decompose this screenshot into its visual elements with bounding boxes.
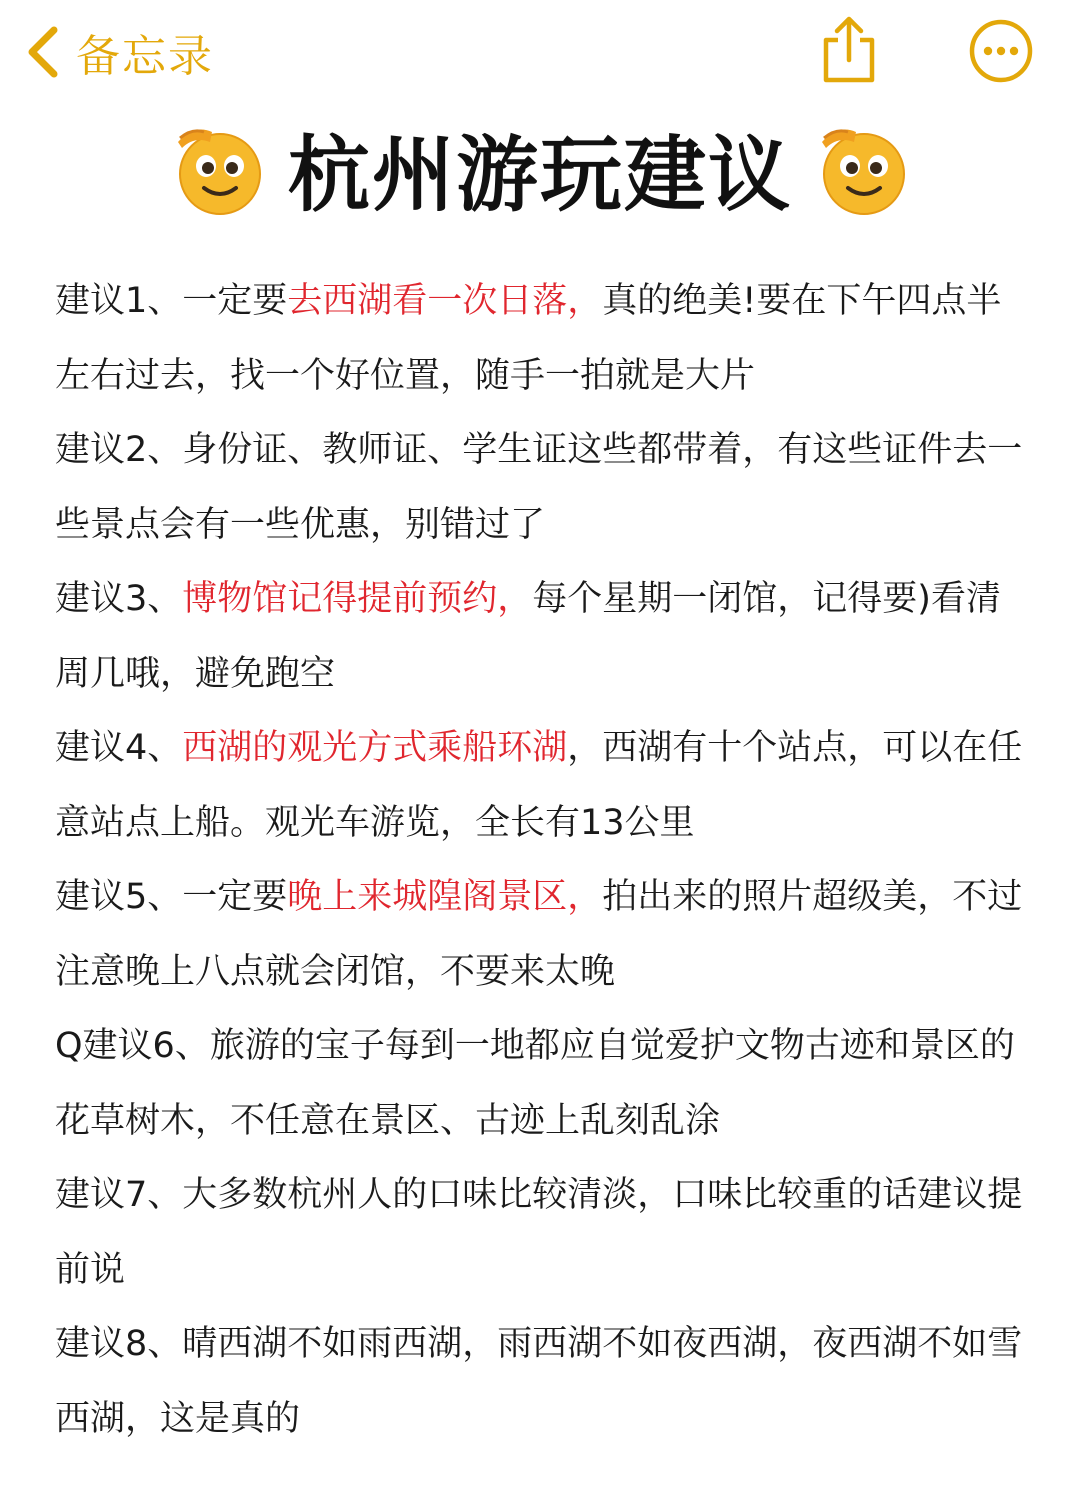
title-row [0, 108, 1080, 228]
tip-text: 建议4、 [55, 728, 183, 768]
tip-text: 真的绝美!要在下午四点半左右过去，找一个好位置，随手一拍就是大片 [55, 281, 1002, 396]
tip-text: 建议3、 [55, 579, 183, 619]
saluting-face-emoji-right [814, 118, 910, 218]
chevron-left-icon [22, 24, 62, 80]
back-button[interactable] [22, 22, 214, 82]
tip-6 [55, 1009, 1030, 1158]
tip-highlight: 晚上来城隍阁景区， [287, 877, 603, 917]
tip-2 [55, 413, 1030, 562]
tip-7 [55, 1158, 1030, 1307]
tip-highlight: 西湖的观光方式乘船环湖 [182, 728, 568, 768]
tip-1 [55, 264, 1030, 413]
tip-highlight: 去西湖看一次日落， [287, 281, 603, 321]
tip-5 [55, 860, 1030, 1009]
tip-8 [55, 1307, 1030, 1456]
tip-text: Q建议6、旅游的宝子每到一地都应自觉爱护文物古迹和景区的花草树木，不任意在景区、古迹上乱刻乱涂 [55, 1026, 1015, 1141]
share-icon[interactable] [818, 14, 880, 86]
tip-text: 建议2、身份证、教师证、学生证这些都带着，有这些证件去一些景点会有一些优惠，别错过了 [55, 430, 1023, 545]
tip-text: 建议7、大多数杭州人的口味比较清淡，口味比较重的话建议提前说 [55, 1175, 1023, 1290]
tip-text: 拍出来的照片超级美，不过注意晚上八点就会闭馆，不要来太晚 [55, 877, 1023, 992]
note-content[interactable] [55, 264, 1030, 1456]
more-icon[interactable] [968, 18, 1034, 84]
tip-text: 每个星期一闭馆，记得要)看清周几哦，避免跑空 [55, 579, 1001, 694]
tip-text: 建议8、晴西湖不如雨西湖，雨西湖不如夜西湖，夜西湖不如雪西湖，这是真的 [55, 1324, 1023, 1439]
top-nav-bar [0, 0, 1080, 100]
tip-3 [55, 562, 1030, 711]
tip-text: 建议1、一定要 [55, 281, 288, 321]
back-label: 备忘录 [76, 31, 214, 82]
tip-highlight: 博物馆记得提前预约， [182, 579, 533, 619]
page-title: 杭州游玩建议 [287, 127, 792, 223]
tip-text: 建议5、一定要 [55, 877, 288, 917]
saluting-face-emoji-left [170, 118, 266, 218]
tip-4 [55, 711, 1030, 860]
tip-text: ，西湖有十个站点，可以在任意站点上船。观光车游览，全长有13公里 [55, 728, 1023, 843]
